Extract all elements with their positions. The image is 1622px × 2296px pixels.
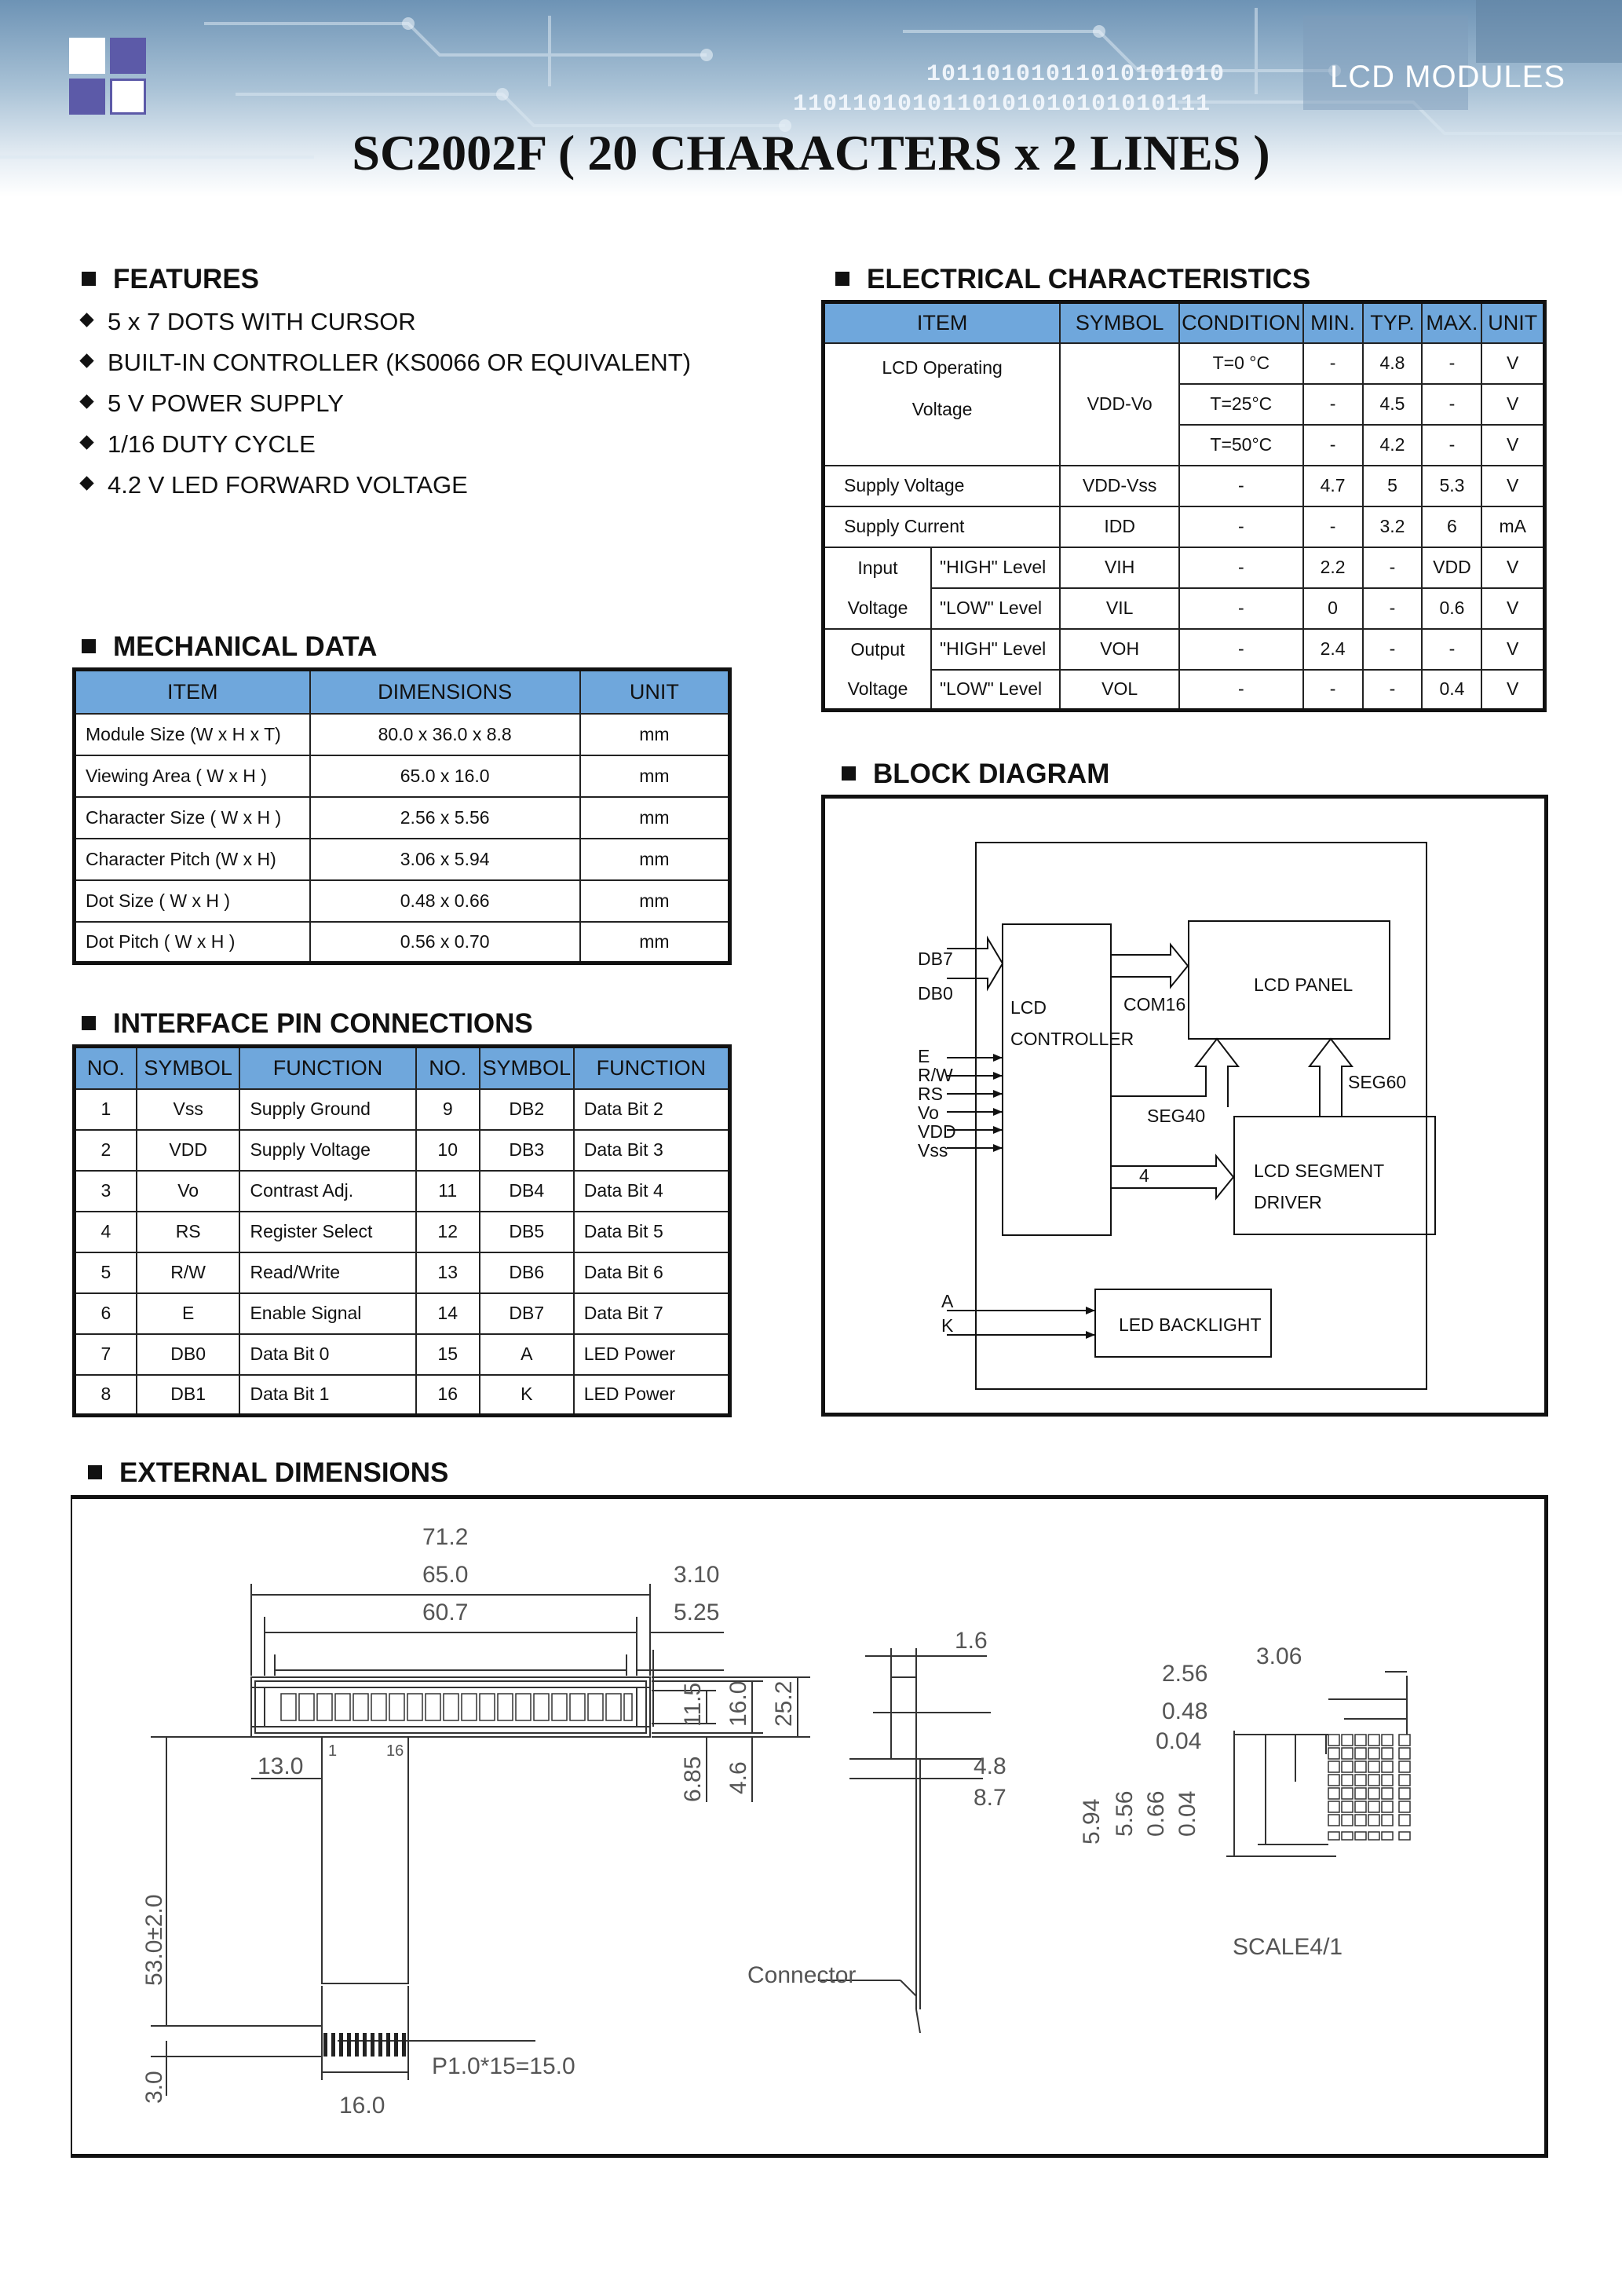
dim-3-10: 3.10 [674,1562,720,1588]
dim-4-8: 4.8 [974,1753,1006,1779]
connector-label: Connector [747,1962,857,1988]
table-row: Viewing Area ( W x H ) 65.0 x 16.0 mm [75,755,730,797]
table-header: MAX. [1422,302,1481,343]
dim-0-04: 0.04 [1156,1728,1202,1754]
segment-label-1: LCD SEGMENT [1254,1161,1385,1181]
electrical-heading: ELECTRICAL CHARACTERISTICS [835,264,1310,295]
connector-pins [323,2033,406,2057]
dim-71-2: 71.2 [422,1524,469,1550]
table-row: T=25°C - 4.5 - V [824,384,1545,425]
block-heading: BLOCK DIAGRAM [842,759,1109,790]
table-row: Voltage "LOW" Level VOL - - - 0.4 V [824,670,1545,711]
dim-5-56: 5.56 [1112,1790,1138,1837]
bus4-label: 4 [1139,1165,1149,1186]
pins-heading: INTERFACE PIN CONNECTIONS [82,1008,533,1040]
label-vss: Vss [918,1140,948,1161]
table-row: Dot Pitch ( W x H ) 0.56 x 0.70 mm [75,922,730,963]
binary-text-1: 10110101011010101010 [926,61,1226,88]
dim-tail-53: 53.0±2.0 [141,1894,167,1986]
electrical-table [821,300,1547,712]
dot-matrix [1328,1735,1410,1840]
table-row: 7 DB0 Data Bit 0 15 A LED Power [75,1334,730,1375]
table-header: NO. [75,1047,137,1089]
page-title: SC2002F ( 20 CHARACTERS x 2 LINES ) [352,125,1270,181]
dim-3-06: 3.06 [1256,1643,1302,1669]
table-row: 2 VDD Supply Voltage 10 DB3 Data Bit 3 [75,1130,730,1171]
dim-5-25: 5.25 [674,1600,720,1625]
table-row: 3 Vo Contrast Adj. 11 DB4 Data Bit 4 [75,1171,730,1212]
table-header: SYMBOL [1060,302,1179,343]
dim-0-04-vertical: 0.04 [1174,1790,1200,1837]
company-logo [69,38,149,118]
segment-label-2: DRIVER [1254,1192,1322,1212]
label-vdd: VDD [918,1121,956,1142]
dim-1-6: 1.6 [955,1628,988,1654]
backlight-label: LED BACKLIGHT [1119,1314,1262,1335]
pin-16-label: 16 [386,1742,404,1760]
block-diagram [825,799,1544,1413]
mechanical-table [72,667,732,965]
dim-8-7: 8.7 [974,1785,1006,1811]
feature-item: 4.2 V LED FORWARD VOLTAGE [82,471,468,499]
table-header: ITEM [75,670,310,714]
table-row: 4 RS Register Select 12 DB5 Data Bit 5 [75,1212,730,1252]
table-row: Module Size (W x H x T) 80.0 x 36.0 x 8.8 mm [75,714,730,755]
dim-16-0: 16.0 [725,1680,751,1727]
dim-60-7: 60.7 [422,1600,469,1625]
binary-text-2: 1101101010110101010101010111 [793,91,1211,118]
dim-11-5: 11.5 [680,1682,706,1727]
dim-6-85: 6.85 [680,1756,706,1802]
dim-3-0: 3.0 [141,2071,167,2104]
dim-4-6: 4.6 [725,1761,751,1794]
table-header: FUNCTION [239,1047,415,1089]
dim-13-0: 13.0 [258,1753,304,1779]
table-row: Character Pitch (W x H) 3.06 x 5.94 mm [75,839,730,880]
dimension-drawing [72,1499,1544,2154]
pin-table [72,1044,732,1417]
table-header: SYMBOL [137,1047,240,1089]
block-diagram-frame [821,795,1548,1417]
features-heading: FEATURES [82,264,259,295]
table-row: 8 DB1 Data Bit 1 16 K LED Power [75,1375,730,1416]
dim-0-66: 0.66 [1143,1790,1169,1837]
dim-5-94: 5.94 [1079,1798,1105,1844]
label-a: A [941,1291,954,1311]
dim-65-0: 65.0 [422,1562,469,1588]
seg40-label: SEG40 [1147,1106,1206,1126]
label-rs: RS [918,1084,943,1104]
pin-1-label: 1 [328,1742,338,1760]
dim-25-2: 25.2 [771,1680,797,1727]
table-header: FUNCTION [574,1047,730,1089]
label-rw: R/W [918,1065,953,1085]
table-row: Voltage "LOW" Level VIL - 0 - 0.6 V [824,588,1545,629]
table-header: SYMBOL [480,1047,574,1089]
dim-2-56: 2.56 [1162,1661,1208,1687]
label-e: E [918,1046,930,1066]
feature-item: 1/16 DUTY CYCLE [82,430,316,459]
external-frame [71,1495,1548,2158]
label-k: K [941,1315,954,1336]
controller-box [1003,924,1111,1235]
feature-item: 5 x 7 DOTS WITH CURSOR [82,308,416,336]
feature-item: BUILT-IN CONTROLLER (KS0066 OR EQUIVALENT) [82,349,691,377]
feature-item: 5 V POWER SUPPLY [82,389,344,418]
table-header: CONDITION [1179,302,1303,343]
dim-pitch: P1.0*15=15.0 [432,2053,575,2079]
table-row: Dot Size ( W x H ) 0.48 x 0.66 mm [75,880,730,922]
label-db7: DB7 [918,949,953,969]
table-header: MIN. [1303,302,1363,343]
dim-0-48: 0.48 [1162,1698,1208,1724]
table-row: Supply Voltage VDD-Vss - 4.7 5 5.3 V [824,466,1545,506]
character-cells [281,1694,632,1720]
table-row: Supply Current IDD - - 3.2 6 mA [824,506,1545,547]
mechanical-heading: MECHANICAL DATA [82,631,377,663]
controller-label-2: CONTROLLER [1010,1029,1134,1049]
table-header: UNIT [580,670,730,714]
table-header: ITEM [824,302,1061,343]
table-row: T=50°C - 4.2 - V [824,425,1545,466]
table-header: TYP. [1363,302,1423,343]
table-header: UNIT [1481,302,1544,343]
table-header: DIMENSIONS [310,670,580,714]
table-row: 1 Vss Supply Ground 9 DB2 Data Bit 2 [75,1089,730,1130]
com16-label: COM16 [1123,994,1186,1015]
brand-label: LCD MODULES [1330,60,1565,94]
table-header: NO. [416,1047,480,1089]
dim-16-0-width: 16.0 [339,2093,385,2119]
panel-label: LCD PANEL [1254,974,1353,995]
controller-label-1: LCD [1010,997,1047,1018]
scale-label: SCALE4/1 [1233,1934,1343,1960]
table-row: LCD Operating Voltage VDD-Vo T=0 °C - 4.8 - V [824,343,1545,384]
label-db0: DB0 [918,983,953,1004]
table-row: 6 E Enable Signal 14 DB7 Data Bit 7 [75,1293,730,1334]
table-row: Output "HIGH" Level VOH - 2.4 - - V [824,629,1545,670]
label-vo: Vo [918,1102,939,1123]
table-row: Input "HIGH" Level VIH - 2.2 - VDD V [824,547,1545,588]
table-row: 5 R/W Read/Write 13 DB6 Data Bit 6 [75,1252,730,1293]
seg60-label: SEG60 [1348,1072,1407,1092]
external-heading: EXTERNAL DIMENSIONS [88,1457,448,1489]
table-row: Character Size ( W x H ) 2.56 x 5.56 mm [75,797,730,839]
